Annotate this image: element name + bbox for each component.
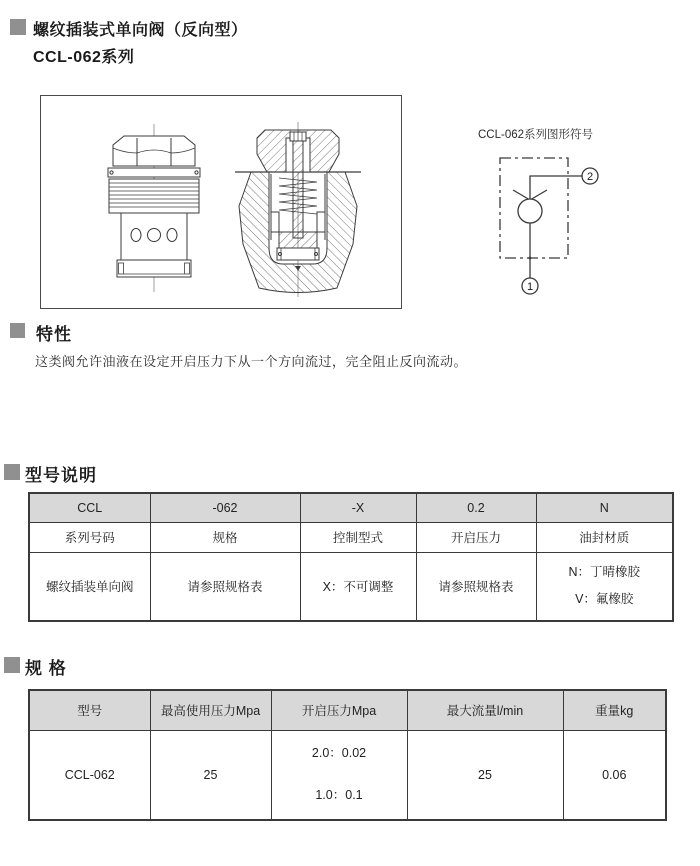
spec-max-pressure: 25 <box>150 730 271 820</box>
crack-pressure-line1: 2.0：0.02 <box>311 746 367 761</box>
spec-weight: 0.06 <box>563 730 666 820</box>
model-code-table <box>28 492 674 622</box>
features-text: 这类阀允许油液在设定开启压力下从一个方向流过，完全阻止反向流动。 <box>35 354 468 369</box>
table-cell: CCL <box>29 493 150 522</box>
features-heading: 特性 <box>36 325 72 344</box>
port-1-number: 1 <box>526 281 534 293</box>
check-ball <box>518 199 542 223</box>
spec-crack-pressure <box>271 730 407 820</box>
spec-model: CCL-062 <box>29 730 150 820</box>
table-cell: 0.2 <box>416 493 536 522</box>
column-header: 型号 <box>29 690 150 730</box>
table-cell: 油封材质 <box>536 522 673 552</box>
table-cell: 请参照规格表 <box>416 552 536 621</box>
table-cell: 控制型式 <box>300 522 416 552</box>
table-cell: 螺纹插装单向阀 <box>29 552 150 621</box>
table-cell: N <box>536 493 673 522</box>
page-title: 螺纹插装式单向阀（反向型） <box>33 22 248 39</box>
valve-external-view-drawing <box>99 122 209 294</box>
crack-pressure-line2: 1.0：0.1 <box>315 787 363 802</box>
table-cell: X：不可调整 <box>300 552 416 621</box>
title-bullet-square <box>10 19 26 35</box>
spec-table <box>28 689 667 821</box>
technical-drawing-box <box>40 95 402 309</box>
features-bullet-square <box>10 323 25 338</box>
spec-bullet-square <box>4 657 20 673</box>
table-row <box>29 522 673 552</box>
seal-option-n: N：丁晴橡胶 <box>568 565 641 580</box>
port-2-number: 2 <box>586 171 594 183</box>
table-cell: -X <box>300 493 416 522</box>
column-header: 最大流量l/min <box>407 690 563 730</box>
table-row <box>29 552 673 621</box>
column-header: 重量kg <box>563 690 666 730</box>
valve-section-view-drawing <box>233 120 363 300</box>
column-header: 开启压力Mpa <box>271 690 407 730</box>
model-heading: 型号说明 <box>25 466 97 485</box>
symbol-caption: CCL-062系列图形符号 <box>478 129 594 141</box>
table-cell: -062 <box>150 493 300 522</box>
table-row <box>29 493 673 522</box>
table-cell: 请参照规格表 <box>150 552 300 621</box>
spec-max-flow: 25 <box>407 730 563 820</box>
column-header: 最高使用压力Mpa <box>150 690 271 730</box>
model-bullet-square <box>4 464 20 480</box>
check-valve-symbol <box>482 148 612 298</box>
table-cell <box>536 552 673 621</box>
table-cell: 系列号码 <box>29 522 150 552</box>
seal-option-v: V：氟橡胶 <box>575 591 634 606</box>
table-row <box>29 730 666 820</box>
table-cell: 开启压力 <box>416 522 536 552</box>
table-cell: 规格 <box>150 522 300 552</box>
page-subtitle: CCL-062系列 <box>33 49 135 66</box>
table-row <box>29 690 666 730</box>
spec-heading: 规 格 <box>25 659 67 678</box>
